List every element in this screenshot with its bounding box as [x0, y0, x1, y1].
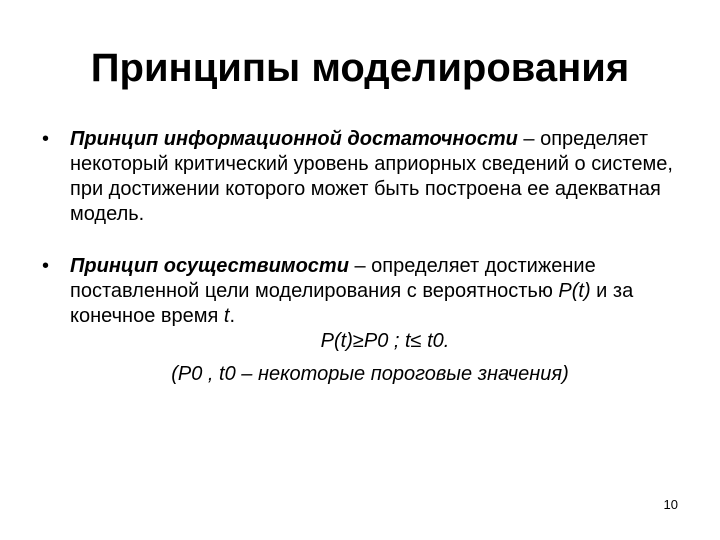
bullet-marker: • — [42, 128, 50, 150]
probability-symbol: P(t) — [558, 280, 591, 302]
bullet-list — [40, 127, 690, 387]
page-number: 10 — [663, 497, 678, 512]
principle-term: Принцип информационной достаточности — [70, 128, 518, 150]
bullet-information-sufficiency — [40, 127, 690, 227]
principle-term: Принцип осуществимости — [70, 255, 349, 277]
slide-title: Принципы моделирования — [90, 46, 630, 90]
bullet-feasibility — [40, 254, 690, 387]
time-symbol: t — [223, 305, 230, 327]
formula: P(t)≥P0 ; t≤ t0. — [320, 330, 450, 352]
principle-description-continued: и за конечное время — [70, 280, 634, 327]
principle-description: – определяет достижение поставленной цели моделирования с вероятностью — [70, 255, 596, 302]
bullet-marker: • — [42, 255, 50, 277]
principle-description: – определяет некоторый критический уровень априорных сведений о системе, при достижении которого может быть построена ее адекватная модель. — [70, 128, 673, 225]
formula-note: (P0 , t0 – некоторые пороговые значения) — [171, 363, 569, 385]
sentence-end: . — [229, 305, 236, 327]
